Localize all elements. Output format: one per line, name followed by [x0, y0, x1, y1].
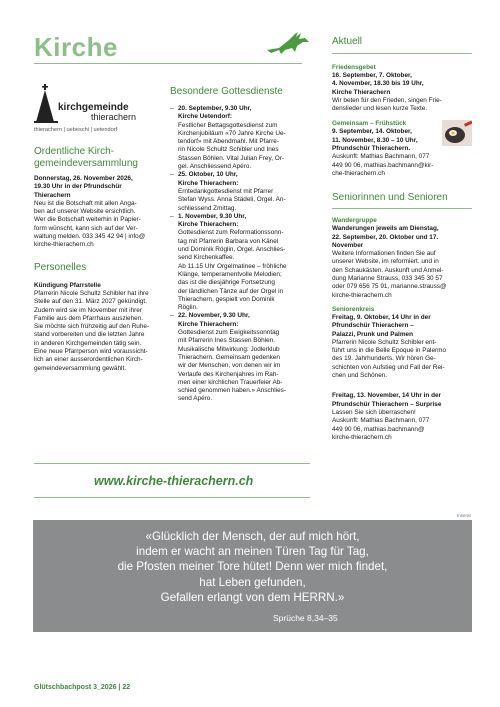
seniorenkreis-text-2: Lassen Sie sich überraschen! Auskunft: Mathias Bachmann, 077 449 90 06, mathias.bachmann@ kirche-thierachern.ch	[332, 408, 430, 441]
wandergruppe-text: Weitere Informationen finden Sie auf unserer Website, im reformiert. und in den Schaukästen. Auskunft und Anmel- dung Marianne Strauss, 033 345 30 57 oder 079 656 75 91, marianne.strauss@ kirche-thierachern.ch	[332, 250, 447, 299]
seniorenkreis-title: Seniorenkreis	[332, 305, 375, 313]
website-link[interactable]: www.kirche-thierachern.ch	[94, 474, 254, 488]
logo-places: thierachern | uebeschi | uetendorf	[34, 127, 118, 133]
personelles-title: Personelles	[34, 261, 87, 273]
senioren-title: Seniorinnen und Senioren	[332, 192, 448, 204]
personelles-text: Pfarrerin Nicole Schultz Schibler hat ihre Stelle auf den 31. März 2027 gekündigt. Zudem wird sie im November mit ihrer Familie aus dem Pfarrhaus ausziehen. Sie möchte sich frühzeitig auf den Ruhe- stand vorbereiten und die letzten Jahre in anderen Kirchgemeinden tätig sein. Eine neue Pfarrperson wird voraussicht- lich an einer ausserordentlichen Kirch- gemeindeversammlung gewählt.	[34, 289, 150, 372]
left-column	[34, 84, 162, 373]
fruehstueck-dates: 9. September, 14. Oktober, 11. November, 8.30 – 10 Uhr, Pfrundschür Thierachern.	[332, 128, 418, 153]
event-item: – 20. September, 9.30 Uhr, Kirche Uetendorf: Festlicher Bettagsgottesdienst zum Kirchenjubiläum «70 Jahre Kirche Ue- tendorf» mit Abendmahl. Mit Pfarre- rin Nicole Schultz Schibler und Ines Stassen Böhlen. Vital Julian Frey, Or- gel. Anschliessend Apéro.	[170, 105, 286, 171]
kirchgemeinde-logo	[34, 84, 162, 136]
seniorenkreis-dates: Freitag, 9. Oktober, 14 Uhr in der Pfrundschür Thierachern – Palazzi, Prunk und Palmen	[332, 313, 431, 338]
besondere-gottesdienste-title: Besondere Gottesdienste	[170, 86, 283, 97]
logo-name: kirchgemeinde	[58, 102, 129, 113]
inserat-label: Inserat	[457, 513, 471, 518]
quote-text: «Glücklich der Mensch, der auf mich hört, indem er wacht an meinen Türen Tag für Tag, die Pfosten meiner Tore hütet! Denn wer mich findet, hat Leben gefunden, Gefallen erlangt von dem HERRN.»	[117, 530, 388, 604]
section-title: Kirche	[34, 32, 118, 62]
church-logo-icon	[34, 84, 58, 124]
friedensgebet-text: Wir beten für den Frieden, singen Frie- denslieder und lesen kurze Texte.	[332, 96, 442, 113]
quote-reference: Sprüche 8,34–35	[273, 613, 338, 623]
seniorenkreis-text: Pfarrerin Nicole Schultz Schibler ent- führt uns in die Belle Epoque in Palermo des 19. Jahrhunderts. Wir hören Ge- schichten von Aufstieg und Fall der Rei- chen und Schönen.	[332, 338, 447, 380]
website-banner	[34, 463, 310, 498]
event-item: – 1. November, 9.30 Uhr, Kirche Thierachern: Gottesdienst zum Reformationssonn- tag mit Pfarrerin Barbara von Känel und Dominik Röglin, Orgel. Anschlies- send Kirchenkaffee. Ab 11.15 Uhr Orgelmatinee – fröhliche Klänge, temperamentvolle Melodien; das ist die diesjährige Fortsetzung der ländlichen Tänze auf der Orgel in Thierachern, gespielt von Dominik Röglin.	[170, 212, 287, 312]
wandergruppe-dates: Wanderungen jeweils am Dienstag, 22. September, 20. Oktober und 17. November	[332, 225, 439, 249]
aktuell-title: Aktuell	[332, 36, 363, 47]
middle-column	[170, 86, 310, 404]
personelles-subtitle: Kündigung Pfarrstelle	[34, 281, 101, 289]
fruehstueck-title: Gemeinsam – Frühstück	[332, 120, 407, 128]
deer-logo-icon	[265, 30, 313, 56]
frying-pan-photo	[442, 120, 472, 146]
friedensgebet-title: Friedensgebet	[332, 64, 376, 71]
aktuell-rule	[332, 53, 472, 54]
seniorenkreis-dates-2: Freitag, 13. November, 14 Uhr in der Pfrundschür Thierachern – Surprise	[332, 392, 442, 408]
fruehstueck-text: Auskunft: Mathias Bachmann, 077 449 90 06, mathias.bachmann@kir- che-thierachern.ch	[332, 153, 434, 177]
page-footer: Glütschbachpost 3_2026 | 22	[34, 684, 131, 691]
fruehstueck-block	[332, 120, 472, 178]
logo-sub: thierachern	[91, 112, 137, 122]
kirchgemeindeversammlung-date: Donnerstag, 26. November 2026, 19.30 Uhr in der Pfrundschür Thierachern	[34, 175, 133, 199]
kirchgemeindeversammlung-title: Ordentliche Kirch- gemeindeversammlung	[34, 146, 138, 169]
header-rule	[34, 63, 302, 64]
wandergruppe-title: Wandergruppe	[332, 217, 377, 225]
event-item: – 25. Oktober, 10 Uhr, Kirche Thierachern: Erntedankgottesdienst mit Pfarrer Stefan Wyss. Anna Städeli, Orgel. An- schliessend Zmittag.	[170, 171, 286, 212]
senioren-rule	[332, 208, 472, 209]
bible-quote-box	[33, 520, 472, 632]
kirchgemeindeversammlung-text: Neu ist die Botschaft mit allen Anga- ben auf unserer Website ersichtlich. Wer die Botschaft weiterhin in Papier- form wünscht, kann sich auf der Ver- waltung melden. 033 345 42 94 | info@ kirche-thierachern.ch	[34, 199, 146, 249]
event-item: – 22. November, 9.30 Uhr, Kirche Thierachern: Gottesdienst zum Ewigkeitssonntag mit Pfarrerin Ines Stassen Böhlen. Musikalische Mitwirkung: Jodlerklub Thierachern. Gemeinsam gedenken wir der Menschen, von denen wir im Verlaufe des Kirchenjahres im Rah- men einer kirchlichen Trauerfeier Ab- schied genommen haben.» Anschlies- send Apéro.	[170, 312, 286, 403]
friedensgebet-dates: 16. September, 7. Oktober, 4. November, 18.30 bis 19 Uhr, Kirche Thierachern	[332, 72, 424, 96]
right-column	[332, 36, 472, 442]
